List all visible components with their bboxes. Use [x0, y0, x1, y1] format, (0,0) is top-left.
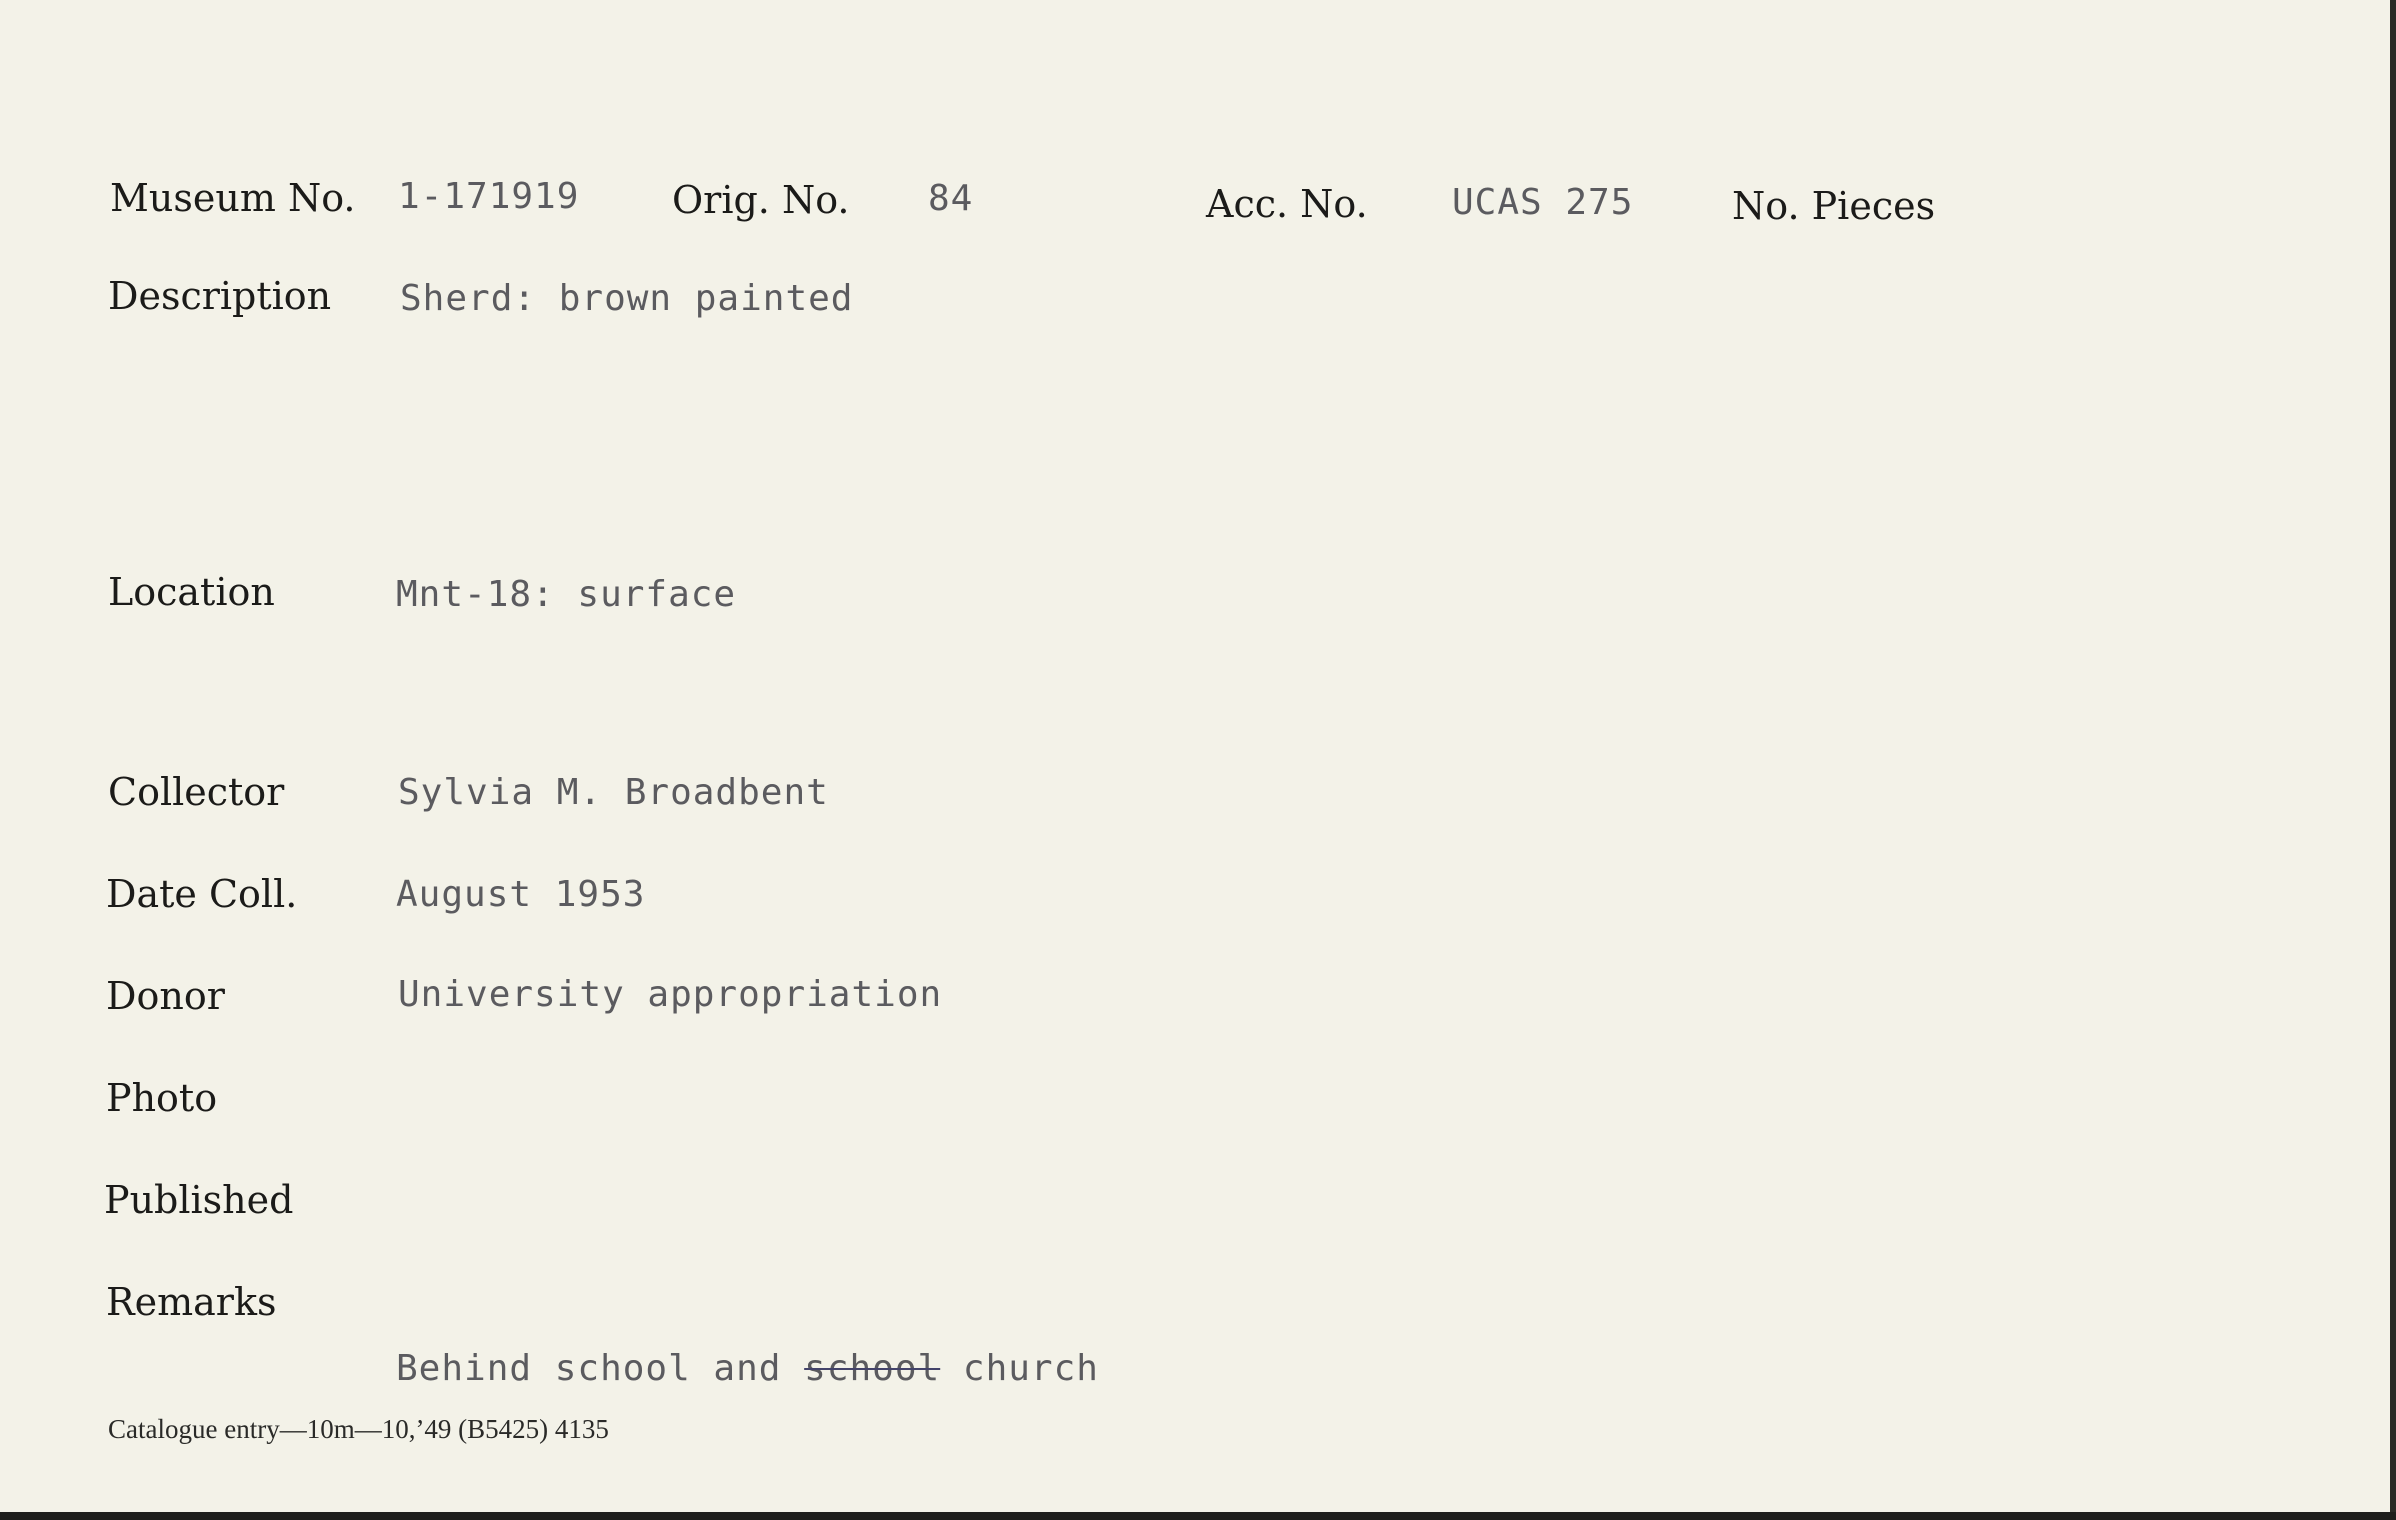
card-bottom-edge: [0, 1512, 2396, 1520]
acc-no-label: Acc. No.: [1206, 182, 1368, 226]
catalogue-footer: Catalogue entry—10m—10,’49 (B5425) 4135: [108, 1414, 609, 1444]
published-label: Published: [104, 1178, 294, 1222]
remarks-text-before: Behind school and: [396, 1348, 782, 1389]
remarks-value: [396, 1348, 1099, 1389]
remarks-text-after: church: [962, 1348, 1099, 1389]
date-coll-label: Date Coll.: [106, 872, 298, 916]
location-value: Mnt-18: surface: [396, 574, 737, 615]
description-value: Sherd: brown painted: [400, 278, 854, 319]
photo-label: Photo: [106, 1076, 218, 1120]
museum-no-label: Museum No.: [110, 176, 356, 220]
date-coll-value: August 1953: [396, 874, 646, 915]
collector-label: Collector: [108, 770, 285, 814]
museum-no-value: 1-171919: [398, 176, 580, 217]
donor-label: Donor: [106, 974, 225, 1018]
orig-no-label: Orig. No.: [672, 178, 850, 222]
remarks-label: Remarks: [106, 1280, 277, 1324]
description-label: Description: [108, 274, 332, 318]
no-pieces-label: No. Pieces: [1732, 184, 1936, 228]
collector-value: Sylvia M. Broadbent: [398, 772, 829, 813]
donor-value: University appropriation: [398, 974, 943, 1015]
remarks-struck-word: school: [804, 1348, 941, 1389]
orig-no-value: 84: [928, 178, 974, 219]
acc-no-value: UCAS 275: [1452, 182, 1634, 223]
location-label: Location: [108, 570, 275, 614]
